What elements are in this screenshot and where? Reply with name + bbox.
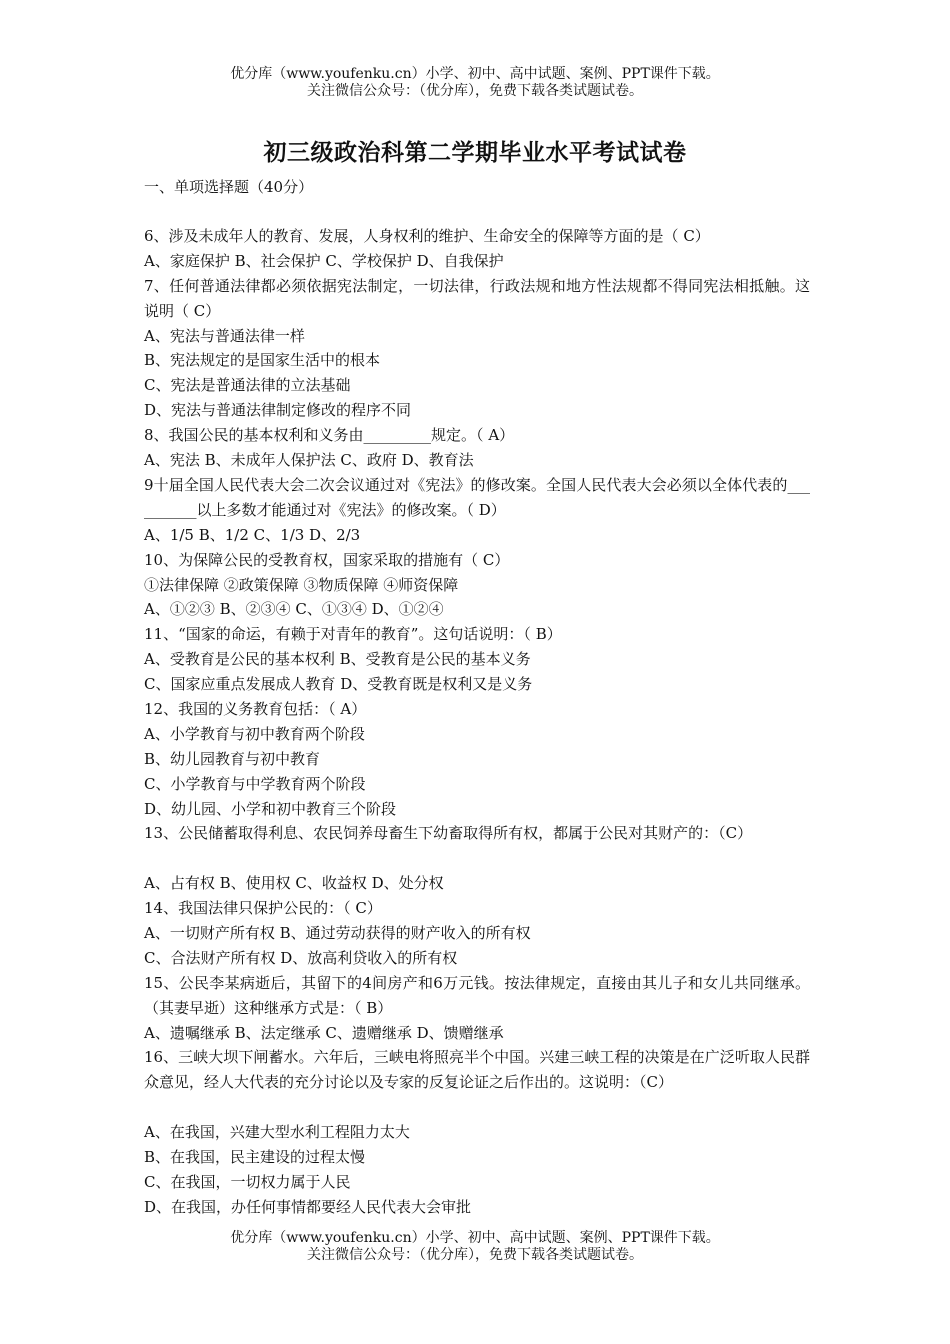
question-option: C、宪法是普通法律的立法基础 [144, 376, 351, 395]
footer-line-2: 关注微信公众号：（优分库），免费下载各类试题试卷。 [307, 1247, 643, 1263]
question-option: D、宪法与普通法律制定修改的程序不同 [144, 401, 412, 420]
question-option: A、宪法与普通法律一样 [144, 326, 305, 345]
question-list [144, 224, 810, 1220]
question-options: A、家庭保护 B、社会保护 C、学校保护 D、自我保护 [144, 251, 504, 270]
question-block [144, 473, 810, 548]
question-option: C、小学教育与中学教育两个阶段 [144, 774, 366, 793]
question-option: B、幼儿园教育与初中教育 [144, 749, 321, 768]
question-stem: 15、公民李某病逝后，其留下的4间房产和6万元钱。按法律规定，直接由其儿子和女儿共同继承。（其妻早逝）这种继承方式是：（ B） [144, 973, 810, 1017]
question-block [144, 274, 810, 423]
question-stem: 9十届全国人民代表大会二次会议通过对《宪法》的修改案。全国人民代表大会必须以全体代表的__________以上多数才能通过对《宪法》的修改案。（ D） [144, 475, 810, 519]
question-stem: 16、三峡大坝下闸蓄水。六年后，三峡电将照亮半个中国。兴建三峡工程的决策是在广泛听取人民群众意见，经人大代表的充分讨论以及专家的反复论证之后作出的。这说明：（C） [144, 1048, 810, 1092]
question-block [144, 622, 810, 697]
question-options: A、1/5 B、1/2 C、1/3 D、2/3 [144, 525, 361, 544]
question-block [144, 423, 810, 473]
question-option: D、在我国，办任何事情都要经人民代表大会审批 [144, 1197, 472, 1216]
question-option: D、幼儿园、小学和初中教育三个阶段 [144, 799, 397, 818]
question-stem: 14、我国法律只保护公民的：（ C） [144, 899, 382, 918]
page-footer [0, 1230, 950, 1264]
question-option: C、在我国，一切权力属于人民 [144, 1172, 351, 1191]
question-option: A、小学教育与初中教育两个阶段 [144, 724, 365, 743]
question-stem: 13、公民储蓄取得利息、农民饲养母畜生下幼畜取得所有权，都属于公民对其财产的：（C） [144, 824, 753, 843]
question-block [144, 821, 810, 896]
question-block [144, 224, 810, 274]
question-stem: 11、“国家的命运，有赖于对青年的教育”。这句话说明：（ B） [144, 625, 562, 644]
question-option: A、在我国，兴建大型水利工程阻力太大 [144, 1123, 410, 1142]
question-option: A、受教育是公民的基本权利 B、受教育是公民的基本义务 [144, 650, 531, 669]
question-stem: 10、为保障公民的受教育权，国家采取的措施有（ C） [144, 550, 510, 569]
question-block [144, 697, 810, 821]
question-stem: 6、涉及未成年人的教育、发展，人身权利的维护、生命安全的保障等方面的是（ C） [144, 227, 710, 245]
question-options: A、占有权 B、使用权 C、收益权 D、处分权 [144, 874, 444, 893]
question-stem: 12、我国的义务教育包括：（ A） [144, 699, 367, 718]
question-block [144, 896, 810, 971]
question-block [144, 971, 810, 1046]
question-option: C、国家应重点发展成人教育 D、受教育既是权利又是义务 [144, 675, 533, 694]
question-statements: ①法律保障 ②政策保障 ③物质保障 ④师资保障 [144, 575, 459, 594]
question-stem: 7、任何普通法律都必须依据宪法制定，一切法律，行政法规和地方性法规都不得同宪法相抵触。这说明（ C） [144, 276, 810, 320]
header-line-2: 关注微信公众号：（优分库），免费下载各类试题试卷。 [307, 83, 643, 99]
question-options: A、①②③ B、②③④ C、①③④ D、①②④ [144, 600, 444, 619]
exam-title: 初三级政治科第二学期毕业水平考试试卷 [263, 139, 687, 166]
question-option: B、宪法规定的是国家生活中的根本 [144, 351, 381, 370]
question-options: A、宪法 B、未成年人保护法 C、政府 D、教育法 [144, 451, 474, 470]
question-option: A、一切财产所有权 B、通过劳动获得的财产收入的所有权 [144, 923, 531, 942]
question-block [144, 1045, 810, 1219]
question-block [144, 548, 810, 623]
section-heading: 一、单项选择题（40分） [144, 178, 314, 196]
header-line-1: 优分库（www.youfenku.cn）小学、初中、高中试题、案例、PPT课件下载。 [230, 66, 720, 82]
footer-line-1: 优分库（www.youfenku.cn）小学、初中、高中试题、案例、PPT课件下载。 [230, 1230, 720, 1246]
question-option: C、合法财产所有权 D、放高利贷收入的所有权 [144, 948, 458, 967]
question-option: B、在我国，民主建设的过程太慢 [144, 1148, 366, 1167]
page-header [0, 66, 950, 100]
question-options: A、遗嘱继承 B、法定继承 C、遗赠继承 D、馈赠继承 [144, 1023, 504, 1042]
question-stem: 8、我国公民的基本权利和义务由_________规定。（ A） [144, 426, 515, 445]
